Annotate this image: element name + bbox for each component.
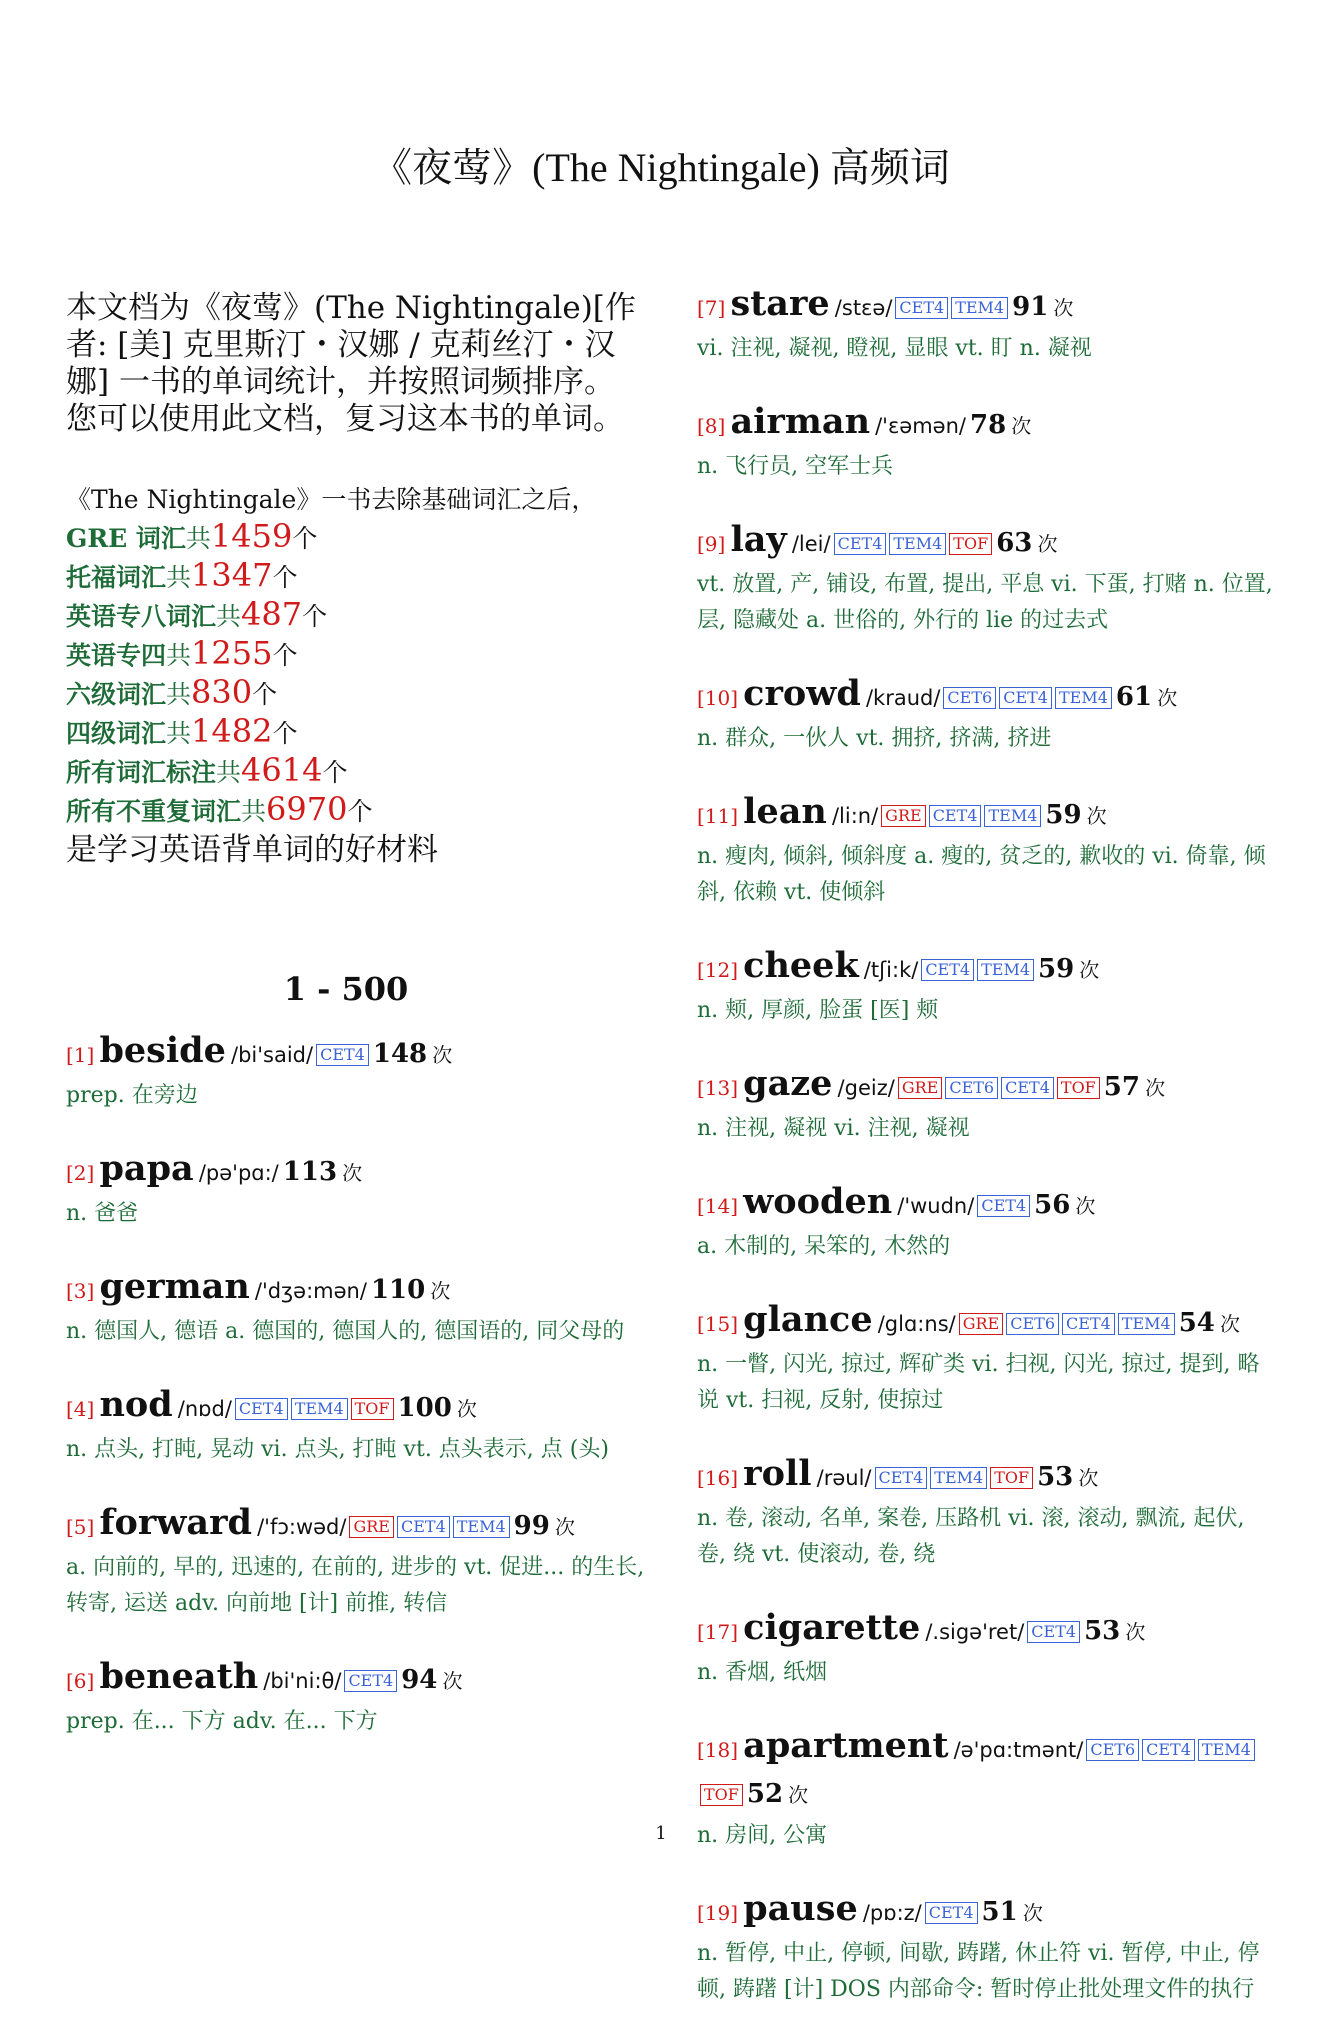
headword: german: [99, 1266, 250, 1307]
entry-header: [697, 401, 1277, 449]
phonetic: /kraud/: [865, 686, 941, 710]
phonetic: /pə'pɑ:/: [198, 1161, 279, 1185]
phonetic: /'dʒə:mən/: [254, 1279, 367, 1303]
word-entry: [697, 1607, 1277, 1691]
frequency-unit: 次: [1078, 1466, 1099, 1490]
headword: apartment: [743, 1725, 949, 1766]
phonetic: /'wudn/: [897, 1194, 975, 1218]
headword: beneath: [99, 1656, 259, 1697]
phonetic: /'ɛəmən/: [875, 414, 966, 438]
entry-index: [2]: [66, 1161, 95, 1185]
definition: n. 颊, 厚颜, 脸蛋 [医] 颊: [697, 998, 939, 1023]
entry-index: [1]: [66, 1043, 95, 1067]
entry-index: [11]: [697, 804, 739, 828]
word-entry: [697, 1063, 1277, 1147]
stat-unit: 个: [322, 758, 348, 787]
stat-label: 英语专四: [66, 641, 167, 670]
frequency-count: 100: [397, 1393, 452, 1423]
exam-tag: TEM4: [930, 1467, 987, 1489]
phonetic: /tʃi:k/: [863, 958, 919, 982]
definition: n. 卷, 滚动, 名单, 案卷, 压路机 vi. 滚, 滚动, 飘流, 起伏, 卷, 绕 vt. 使滚动, 卷, 绕: [697, 1506, 1245, 1567]
frequency-unit: 次: [1157, 686, 1178, 710]
exam-tag: TOF: [949, 533, 992, 555]
frequency-unit: 次: [342, 1161, 363, 1185]
headword: lean: [743, 791, 827, 832]
frequency-count: 52: [746, 1779, 784, 1809]
word-entry: [66, 1502, 646, 1622]
definition: prep. 在旁边: [66, 1083, 198, 1108]
entry-index: [3]: [66, 1279, 95, 1303]
frequency-count: 113: [282, 1157, 338, 1187]
phonetic: /lei/: [791, 532, 831, 556]
exam-tag: TOF: [990, 1467, 1033, 1489]
exam-tag: CET4: [875, 1467, 928, 1489]
exam-tag: CET4: [1142, 1739, 1195, 1761]
word-entry: [66, 1384, 646, 1468]
entry-header: [66, 1030, 646, 1078]
phonetic: /glɑ:ns/: [877, 1312, 956, 1336]
word-entry: [697, 283, 1277, 367]
stat-label: 六级词汇: [66, 680, 167, 709]
word-entry: [697, 519, 1277, 639]
exam-tag: TEM4: [453, 1516, 510, 1538]
definition: n. 一瞥, 闪光, 掠过, 辉矿类 vi. 扫视, 闪光, 掠过, 提到, 略说 vt. 扫视, 反射, 使掠过: [697, 1352, 1260, 1413]
entry-header: [697, 945, 1277, 993]
right-column: [697, 283, 1277, 2042]
frequency-count: 59: [1038, 954, 1075, 984]
exam-tag: TEM4: [889, 533, 946, 555]
stat-row: [66, 635, 646, 674]
frequency-unit: 次: [554, 1515, 575, 1539]
exam-tag: GRE: [349, 1516, 394, 1538]
entry-header: [697, 791, 1277, 839]
stat-row: [66, 752, 646, 791]
exam-tag: CET4: [895, 297, 948, 319]
frequency-count: 94: [401, 1665, 438, 1695]
left-column: [66, 290, 646, 1774]
phonetic: /'fɔ:wəd/: [257, 1515, 347, 1539]
entry-index: [12]: [697, 958, 739, 982]
frequency-unit: 次: [1220, 1312, 1240, 1336]
headword: glance: [743, 1299, 873, 1340]
exam-tag: CET4: [1027, 1621, 1080, 1643]
word-entry: [697, 1888, 1277, 2008]
vocab-stats: [66, 482, 646, 870]
entry-header: [697, 1453, 1277, 1501]
entry-index: [15]: [697, 1312, 739, 1336]
exam-tag: GRE: [959, 1313, 1004, 1335]
entry-index: [16]: [697, 1466, 739, 1490]
stat-unit: 个: [272, 641, 298, 670]
stat-label: 所有词汇标注: [66, 758, 217, 787]
stat-number: 4614: [241, 751, 323, 789]
entry-index: [17]: [697, 1620, 739, 1644]
headword: lay: [730, 519, 787, 560]
headword: gaze: [743, 1063, 833, 1104]
range-heading: 1 - 500: [283, 970, 409, 1008]
definition: a. 木制的, 呆笨的, 木然的: [697, 1234, 951, 1259]
frequency-unit: 次: [442, 1669, 463, 1693]
word-entry: [697, 1299, 1277, 1419]
entry-header: [697, 519, 1277, 567]
stat-label: 英语专八词汇: [66, 602, 217, 631]
exam-tag: CET4: [1062, 1313, 1115, 1335]
stat-suffix: 共: [166, 680, 192, 709]
intro-paragraph: 本文档为《夜莺》(The Nightingale)[作者: [美] 克里斯汀・汉娜 / 克莉丝汀・汉娜] 一书的单词统计，并按照词频排序。: [66, 290, 636, 400]
exam-tag: CET4: [235, 1398, 288, 1420]
exam-tag: CET6: [1006, 1313, 1059, 1335]
stat-suffix: 共: [216, 602, 242, 631]
entry-header: [697, 1725, 1277, 1818]
stat-row: [66, 557, 646, 596]
frequency-count: 59: [1045, 800, 1082, 830]
word-entry: [66, 1266, 646, 1350]
stat-unit: 个: [272, 563, 298, 592]
entry-header: [66, 1656, 646, 1704]
stat-number: 1459: [210, 517, 293, 555]
entry-header: [66, 1502, 646, 1550]
entry-index: [4]: [66, 1397, 95, 1421]
phonetic: /li:n/: [831, 804, 879, 828]
stat-row: [66, 596, 646, 635]
entry-header: [66, 1148, 646, 1196]
stat-label: 四级词汇: [66, 719, 167, 748]
entry-header: [697, 1888, 1277, 1936]
headword: forward: [99, 1502, 252, 1543]
stat-number: 1255: [191, 634, 273, 672]
phonetic: /bi'said/: [231, 1043, 314, 1067]
exam-tag: CET4: [397, 1516, 450, 1538]
frequency-count: 53: [1084, 1616, 1121, 1646]
stat-suffix: 共: [166, 563, 192, 592]
frequency-unit: 次: [1075, 1194, 1096, 1218]
page-number: 1: [655, 1823, 667, 1844]
phonetic: /.sigə'ret/: [925, 1620, 1025, 1644]
word-entry: [66, 1148, 646, 1232]
definition: a. 向前的, 早的, 迅速的, 在前的, 进步的 vt. 促进... 的生长, 转寄, 运送 adv. 向前地 [计] 前推, 转信: [66, 1555, 645, 1616]
exam-tag: TEM4: [1198, 1739, 1255, 1761]
stat-suffix: 共: [185, 524, 211, 553]
frequency-count: 53: [1037, 1462, 1074, 1492]
stat-unit: 个: [347, 797, 373, 826]
stat-row: [66, 791, 646, 830]
entry-index: [5]: [66, 1515, 95, 1539]
exam-tag: CET4: [929, 805, 982, 827]
word-entry: [66, 1030, 646, 1114]
frequency-count: 91: [1012, 292, 1049, 322]
exam-tag: TOF: [351, 1398, 394, 1420]
frequency-unit: 次: [1145, 1076, 1166, 1100]
phonetic: /geiz/: [837, 1076, 895, 1100]
definition: n. 暂停, 中止, 停顿, 间歇, 踌躇, 休止符 vi. 暂停, 中止, 停顿, 踌躇 [计] DOS 内部命令: 暂时停止批处理文件的执行: [697, 1941, 1260, 2002]
entry-header: [66, 1384, 646, 1432]
exam-tag: TEM4: [1055, 687, 1112, 709]
stat-unit: 个: [302, 602, 328, 631]
frequency-unit: 次: [1022, 1901, 1043, 1925]
stats-list: [66, 518, 646, 830]
definition: n. 香烟, 纸烟: [697, 1660, 828, 1685]
exam-tag: GRE: [881, 805, 926, 827]
exam-tag: CET4: [977, 1195, 1030, 1217]
frequency-count: 63: [996, 528, 1033, 558]
exam-tag: TEM4: [1118, 1313, 1175, 1335]
exam-tag: CET6: [945, 1077, 998, 1099]
entry-index: [19]: [697, 1901, 739, 1925]
exam-tag: TEM4: [291, 1398, 348, 1420]
definition: vt. 放置, 产, 铺设, 布置, 提出, 平息 vi. 下蛋, 打赌 n. 位置, 层, 隐藏处 a. 世俗的, 外行的 lie 的过去式: [697, 572, 1273, 633]
word-entry: [697, 1181, 1277, 1265]
exam-tag: TEM4: [977, 959, 1034, 981]
frequency-count: 78: [970, 410, 1007, 440]
headword: papa: [99, 1148, 194, 1189]
exam-tag: TOF: [1057, 1077, 1100, 1099]
entry-header: [697, 1181, 1277, 1229]
definition: prep. 在... 下方 adv. 在... 下方: [66, 1709, 378, 1734]
word-entry: [697, 1453, 1277, 1573]
exam-tag: CET6: [1086, 1739, 1139, 1761]
entry-index: [7]: [697, 296, 726, 320]
stats-tail: 是学习英语背单词的好材料: [66, 832, 438, 868]
headword: cheek: [743, 945, 859, 986]
definition: n. 点头, 打盹, 晃动 vi. 点头, 打盹 vt. 点头表示, 点 (头): [66, 1437, 609, 1462]
definition: n. 瘦肉, 倾斜, 倾斜度 a. 瘦的, 贫乏的, 歉收的 vi. 倚靠, 倾斜, 依赖 vt. 使倾斜: [697, 844, 1266, 905]
headword: wooden: [743, 1181, 893, 1222]
frequency-unit: 次: [1011, 414, 1032, 438]
entry-header: [697, 283, 1277, 331]
stat-label: 所有不重复词汇: [66, 797, 242, 826]
frequency-count: 99: [513, 1511, 550, 1541]
stat-row: [66, 518, 646, 557]
entry-index: [9]: [697, 532, 726, 556]
entry-index: [14]: [697, 1194, 739, 1218]
frequency-unit: 次: [788, 1783, 809, 1807]
stat-label: GRE 词汇: [66, 524, 186, 553]
stat-label: 托福词汇: [66, 563, 167, 592]
stat-number: 487: [241, 595, 303, 633]
frequency-unit: 次: [1086, 804, 1107, 828]
phonetic: /stɛə/: [834, 296, 893, 320]
stat-row: [66, 674, 646, 713]
headword: crowd: [743, 673, 861, 714]
exam-tag: CET4: [834, 533, 887, 555]
headword: beside: [99, 1030, 226, 1071]
entry-index: [13]: [697, 1076, 739, 1100]
intro-paragraph: 您可以使用此文档，复习这本书的单词。: [66, 401, 624, 437]
frequency-unit: 次: [1079, 958, 1100, 982]
definition: n. 注视, 凝视 vi. 注视, 凝视: [697, 1116, 970, 1141]
frequency-count: 54: [1178, 1308, 1215, 1338]
stat-unit: 个: [292, 524, 318, 553]
frequency-unit: 次: [1037, 532, 1058, 556]
headword: nod: [99, 1384, 173, 1425]
word-entry: [697, 401, 1277, 485]
word-list-left: [66, 1030, 646, 1740]
frequency-count: 57: [1103, 1072, 1140, 1102]
entry-header: [66, 1266, 646, 1314]
entry-header: [697, 1299, 1277, 1347]
word-entry: [697, 673, 1277, 757]
entry-index: [6]: [66, 1669, 95, 1693]
headword: airman: [730, 401, 871, 442]
exam-tag: CET4: [921, 959, 974, 981]
headword: pause: [743, 1888, 858, 1929]
intro-text: [66, 290, 646, 438]
word-entry: [697, 791, 1277, 911]
frequency-unit: 次: [1053, 296, 1074, 320]
word-list-right: [697, 283, 1277, 2008]
stat-number: 6970: [266, 790, 348, 828]
stat-number: 1347: [191, 556, 273, 594]
headword: cigarette: [743, 1607, 921, 1648]
stat-suffix: 共: [216, 758, 242, 787]
frequency-unit: 次: [456, 1397, 477, 1421]
entry-header: [697, 673, 1277, 721]
entry-index: [10]: [697, 686, 739, 710]
phonetic: /ə'pɑ:tmənt/: [953, 1738, 1084, 1762]
exam-tag: TEM4: [984, 805, 1041, 827]
frequency-unit: 次: [1125, 1620, 1146, 1644]
exam-tag: CET4: [344, 1670, 397, 1692]
stat-unit: 个: [252, 680, 278, 709]
frequency-count: 110: [370, 1275, 426, 1305]
frequency-unit: 次: [430, 1279, 451, 1303]
stat-number: 830: [191, 673, 253, 711]
frequency-count: 61: [1115, 682, 1153, 712]
headword: roll: [743, 1453, 812, 1494]
definition: n. 德国人, 德语 a. 德国的, 德国人的, 德国语的, 同父母的: [66, 1319, 625, 1344]
stat-suffix: 共: [241, 797, 267, 826]
entry-index: [18]: [697, 1738, 739, 1762]
stat-unit: 个: [272, 719, 298, 748]
definition: n. 群众, 一伙人 vt. 拥挤, 挤满, 挤进: [697, 726, 1052, 751]
definition: n. 房间, 公寓: [697, 1823, 828, 1848]
frequency-count: 51: [981, 1897, 1018, 1927]
frequency-unit: 次: [432, 1043, 453, 1067]
frequency-count: 56: [1034, 1190, 1071, 1220]
phonetic: /rəul/: [816, 1466, 872, 1490]
exam-tag: TEM4: [951, 297, 1008, 319]
exam-tag: TOF: [700, 1784, 743, 1806]
entry-header: [697, 1063, 1277, 1111]
exam-tag: CET4: [316, 1044, 369, 1066]
word-entry: [66, 1656, 646, 1740]
exam-tag: CET4: [999, 687, 1052, 709]
exam-tag: CET4: [925, 1902, 978, 1924]
definition: vi. 注视, 凝视, 瞪视, 显眼 vt. 盯 n. 凝视: [697, 336, 1092, 361]
definition: n. 飞行员, 空军士兵: [697, 454, 894, 479]
stats-lead: 《The Nightingale》一书去除基础词汇之后，: [66, 485, 597, 514]
phonetic: /pɒ:z/: [862, 1901, 922, 1925]
entry-index: [8]: [697, 414, 726, 438]
stat-row: [66, 713, 646, 752]
exam-tag: GRE: [898, 1077, 943, 1099]
headword: stare: [730, 283, 830, 324]
exam-tag: CET4: [1001, 1077, 1054, 1099]
word-entry: [697, 945, 1277, 1029]
page-title: 《夜莺》(The Nightingale) 高频词: [372, 145, 950, 190]
frequency-count: 148: [372, 1039, 428, 1069]
phonetic: /nɒd/: [177, 1397, 232, 1421]
stat-number: 1482: [191, 712, 273, 750]
stat-suffix: 共: [166, 641, 192, 670]
entry-header: [697, 1607, 1277, 1655]
exam-tag: CET6: [943, 687, 996, 709]
definition: n. 爸爸: [66, 1201, 139, 1226]
stat-suffix: 共: [166, 719, 192, 748]
phonetic: /bi'ni:θ/: [263, 1669, 342, 1693]
